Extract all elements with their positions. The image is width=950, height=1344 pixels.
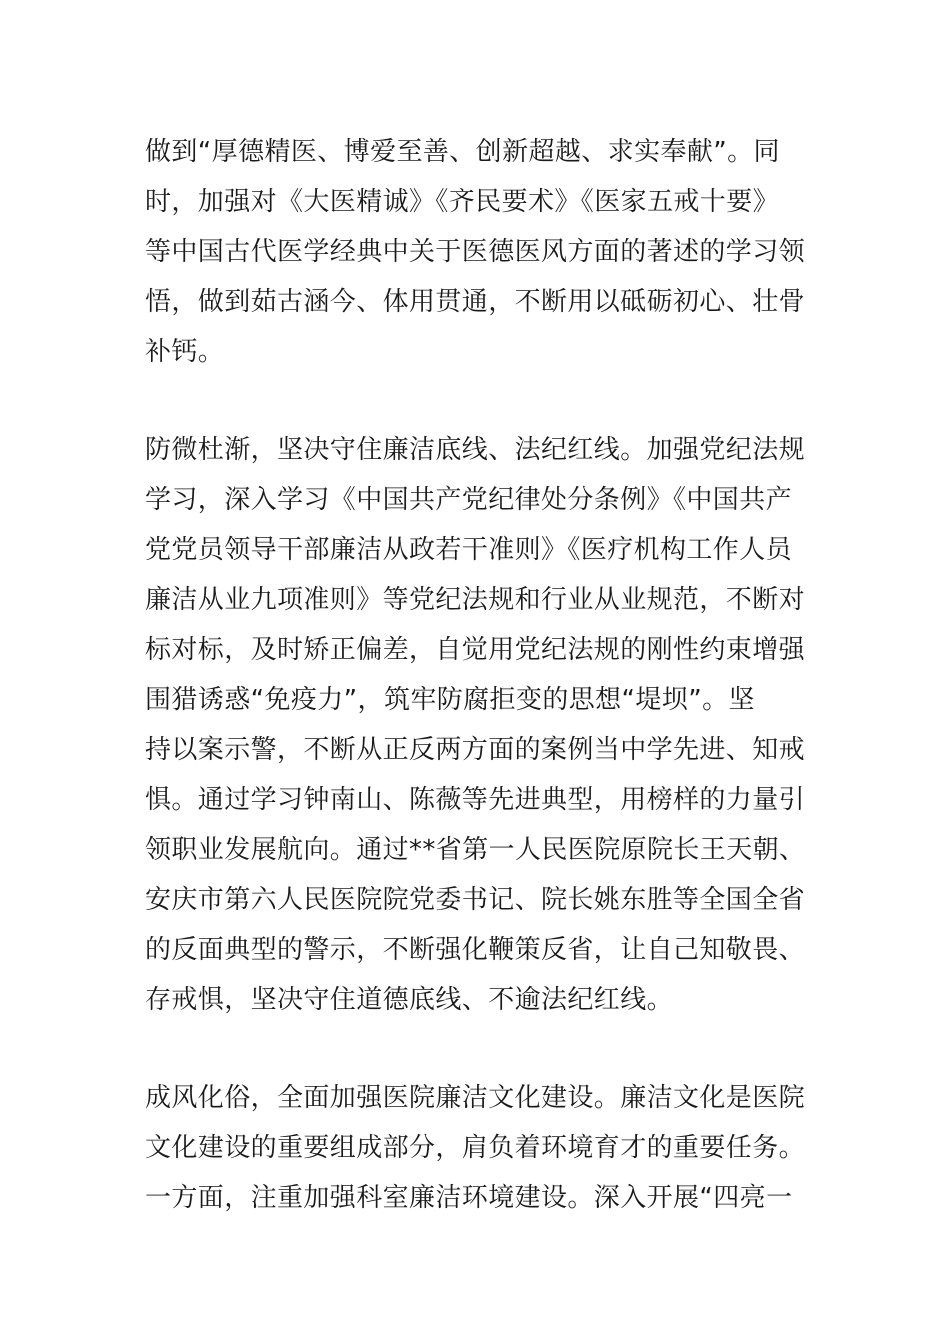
text-line: 补钙。	[145, 337, 225, 367]
text-line: 防微杜渐，坚决守住廉洁底线、法纪红线。加强党纪法规	[145, 435, 806, 465]
text-line: 持以案示警，不断从正反两方面的案例当中学先进、知戒	[145, 735, 806, 765]
text-line: 成风化俗，全面加强医院廉洁文化建设。廉洁文化是医院	[145, 1083, 806, 1113]
text-line: 悟，做到茹古涵今、体用贯通，不断用以砥砺初心、壮骨	[145, 287, 806, 317]
paragraph-1	[145, 127, 815, 377]
text-line: 廉洁从业九项准则》等党纪法规和行业从业规范，不断对	[145, 585, 806, 615]
text-line: 文化建设的重要组成部分，肩负着环境育才的重要任务。	[145, 1133, 806, 1163]
paragraph-3	[145, 1073, 815, 1223]
text-line: 标对标，及时矫正偏差，自觉用党纪法规的刚性约束增强	[145, 635, 806, 665]
text-line: 存戒惧，坚决守住道德底线、不逾法纪红线。	[145, 985, 674, 1015]
text-line: 做到“厚德精医、博爱至善、创新超越、求实奉献”。同	[145, 137, 780, 167]
text-line: 等中国古代医学经典中关于医德医风方面的著述的学习领	[145, 237, 806, 267]
text-line: 学习，深入学习《中国共产党纪律处分条例》《中国共产	[145, 485, 793, 515]
text-line: 党党员领导干部廉洁从政若干准则》《医疗机构工作人员	[145, 535, 793, 565]
text-line: 一方面，注重加强科室廉洁环境建设。深入开展“四亮一	[145, 1183, 793, 1213]
paragraph-2	[145, 425, 815, 1025]
text-line: 时，加强对《大医精诚》《齐民要术》《医家五戒十要》	[145, 187, 780, 217]
text-line: 安庆市第六人民医院院党委书记、院长姚东胜等全国全省	[145, 885, 806, 915]
text-line: 领职业发展航向。通过**省第一人民医院原院长王天朝、	[145, 835, 806, 865]
text-line: 的反面典型的警示，不断强化鞭策反省，让自己知敬畏、	[145, 935, 806, 965]
text-line: 围猎诱惑“免疫力”，筑牢防腐拒变的思想“堤坝”。坚	[145, 685, 755, 715]
text-line: 惧。通过学习钟南山、陈薇等先进典型，用榜样的力量引	[145, 785, 806, 815]
